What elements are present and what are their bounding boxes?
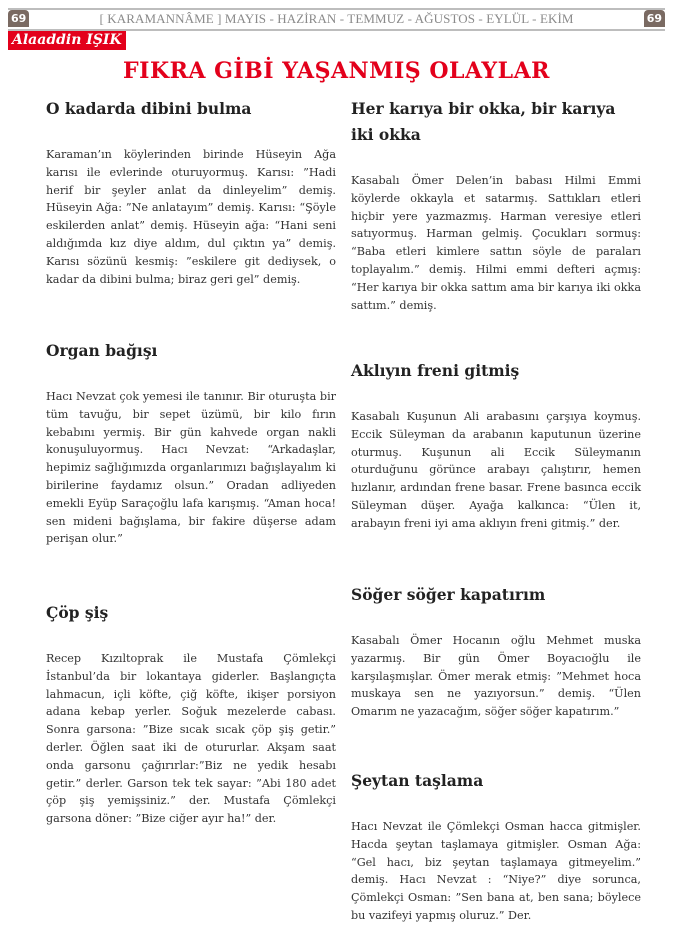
- running-head: [ KARAMANNÂME ] MAYIS - HAZİRAN - TEMMUZ - AĞUSTOS - EYLÜL - EKİM: [99, 11, 574, 26]
- story-body: Hacı Nevzat ile Çömlekçi Osman hacca gitmişler. Hacda şeytan taşlamaya gitmişler. Osman Ağa: “Gel hacı, biz şeytan taşlamaya gitmeyelim.” demiş. Hacı Nevzat : “Niye?” diye sorunca, Çömlekçi Osman: ”Sen bana at, ben sana; böylece bu vazifeyi yapmış oluruz.” Der.: [351, 820, 641, 922]
- story-body: Kasabalı Ömer Hocanın oğlu Mehmet muska yazarmış. Bir gün Ömer Boyacıoğlu ile karşılaşmışlar. Ömer merak etmiş: ”Mehmet hoca muskaya sen ne yazıyorsun.” demiş. “Ülen Omarım ne yazacağım, söğer söğer kapatırım.”: [351, 634, 641, 719]
- story-heading: Şeytan taşlama: [351, 771, 484, 790]
- page-number-right: 69: [644, 10, 665, 27]
- page-title: FIKRA GİBİ YAŞANMIŞ OLAYLAR: [123, 58, 550, 84]
- story-heading: Aklıyın freni gitmiş: [351, 361, 520, 380]
- page-number-left: 69: [8, 10, 29, 27]
- story: [46, 600, 336, 828]
- story-body: Karaman’ın köylerinden birinde Hüseyin Ağa karısı ile evlerinde oturuyormuş. Karısı: ”Hadi herif bir şeyler anlat da dinleyelim” demiş. Hüseyin Ağa: ”Ne anlatayım” demiş. Karısı: “Şöyle eskilerden anlat” demiş. Hüseyin ağa: “Hani seni aldığımda kız diye aldım, dul çıktın ya” demiş. Karısı sözünü kesmiş: ”eskilere git dediysek, o kadar da dibini bulma; biraz geri gel” demiş.: [46, 148, 336, 286]
- story: [46, 338, 336, 580]
- story-heading: Söğer söğer kapatırım: [351, 585, 546, 604]
- story-body: Kasabalı Kuşunun Ali arabasını çarşıya koymuş. Eccik Süleyman da arabanın kaputunun üzerine oturmuş. Kuşunun ali Eccik Süleymanın oturduğunu görünce arabayı çalıştırır, hemen hızlanır, ardından frene basar. Frene basınca eccik Süleyman düşer. Ayağa kalkınca: “Ülen it, arabayın freni iyi ama aklıyın freni gitmiş.” der.: [351, 410, 641, 530]
- story: [46, 96, 336, 318]
- story-heading: Organ bağışı: [46, 341, 158, 360]
- story: [351, 358, 641, 562]
- story-heading: Çöp şiş: [46, 603, 109, 622]
- story: [351, 582, 641, 748]
- story: [351, 768, 641, 925]
- story-heading: O kadarda dibini bulma: [46, 99, 252, 118]
- story-body: Kasabalı Ömer Delen’in babası Hilmi Emmi köylerde okkayla et satarmış. Sattıkları etleri hiçbir yere yazmazmış. Harman veresiye etleri satıyormuş. Harman gelmiş. Çocukları sormuş: “Baba etleri kimlere sattın söyle de paraları toplayalım.” demiş. Hilmi emmi defteri açmış: “Her karıya bir okka sattım ama bir karıya iki okka sattım.” demiş.: [351, 174, 641, 312]
- left-column: [46, 96, 336, 848]
- story: [351, 96, 641, 338]
- author-label: Alaaddin IŞIK: [8, 31, 126, 50]
- story-heading: Her karıya bir okka, bir karıya iki okka: [351, 99, 616, 144]
- right-column: [351, 96, 641, 945]
- story-body: Hacı Nevzat çok yemesi ile tanınır. Bir oturuşta bir tüm tavuğu, bir sepet üzümü, bir kilo fırın kebabını yermiş. Bir gün kahvede organ nakli konuşuluyormuş. Hacı Nevzat: “Arkadaşlar, hepimiz sağlığımızda organlarımızı bağışlayalım ki birilerine faydamız olsun.” Oradan adliyeden emekli Eyüp Saraçoğlu lafa karışmış. “Aman hoca! sen mideni bağışlama, bir fakire düşerse adam perişan olur.”: [46, 390, 336, 546]
- story-body: Recep Kızıltoprak ile Mustafa Çömlekçi İstanbul’da bir lokantaya giderler. Başlangıçta lahmacun, içli köfte, çiğ köfte, ikişer porsiyon adana kebap yerler. Soğuk mezelerde cabası. Sonra garsona: ”Bize sıcak sıcak çöp şiş getir.” derler. Öğlen saat iki de otururlar. Akşam saat onda garsonu çağırırlar:”Biz ne yedik hesabı getir.” derler. Garson tek tek sayar: ”Abi 180 adet çöp şiş yemişsiniz.” der. Mustafa Çömlekçi garsona döner: ”Bize ciğer ayır ha!” der.: [46, 652, 336, 826]
